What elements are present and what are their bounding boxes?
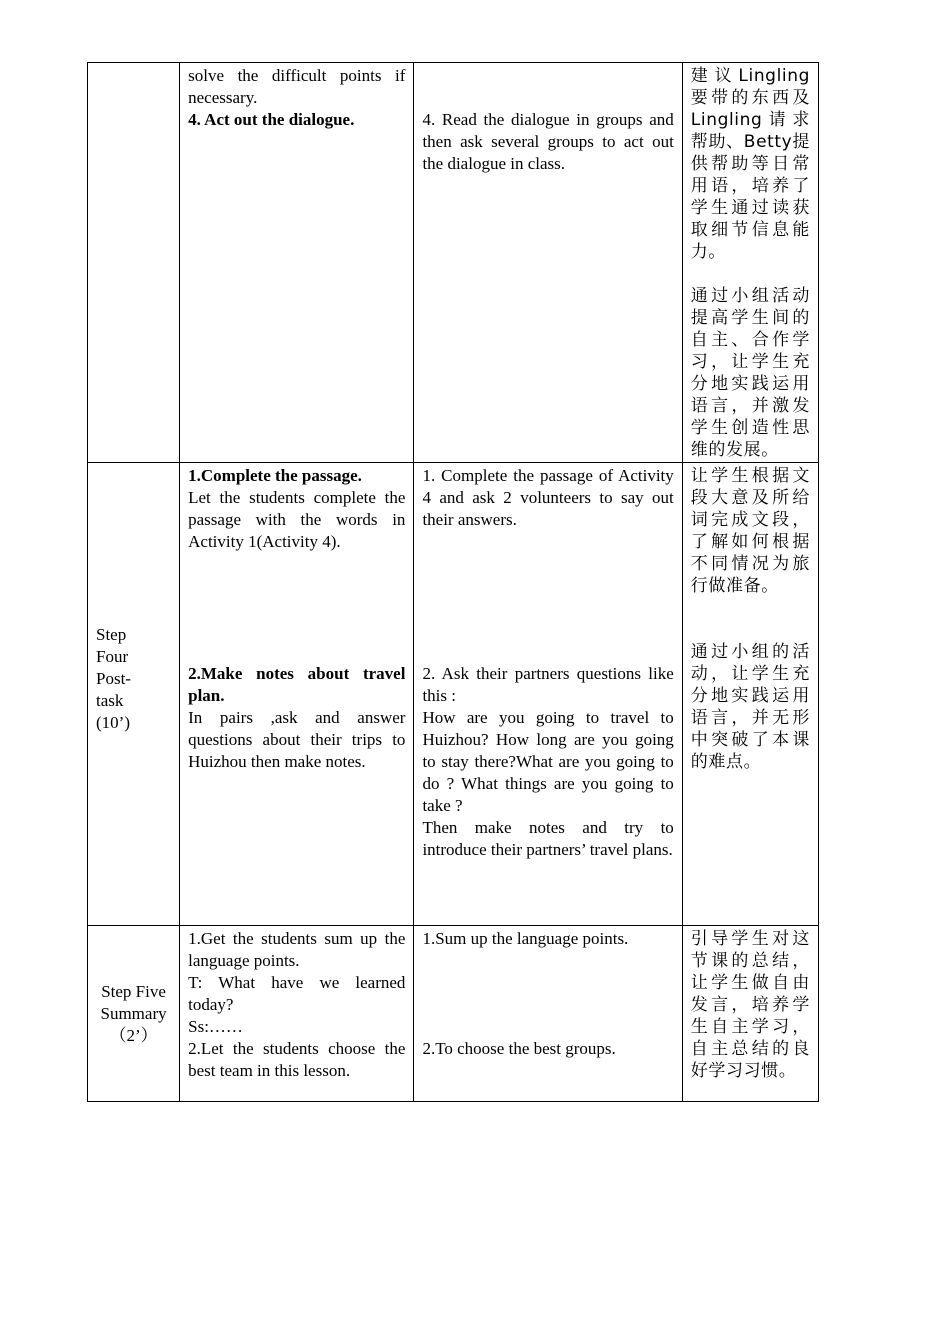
teacher-text: Ss:……	[188, 1017, 243, 1036]
student-activity-cell	[414, 926, 682, 1102]
step-cell	[88, 926, 180, 1102]
teacher-text: 2.Let the students choose the best team in this lesson.	[188, 1039, 406, 1080]
purpose-cell	[682, 926, 818, 1102]
table-row	[88, 63, 819, 463]
teacher-activity-cell	[180, 463, 414, 926]
teacher-heading: 1.Complete the passage.	[188, 466, 362, 485]
table-row	[88, 463, 819, 926]
step-label: Step Five	[101, 981, 166, 1001]
student-text: 1. Complete the passage of Activity 4 and ask 2 volunteers to say out their answers.	[422, 466, 674, 529]
purpose-text: 通过小组的活动，让学生充分地实践运用语言，并无形中突破了本课的难点。	[690, 642, 810, 772]
student-text: How are you going to travel to Huizhou? How long are you going to stay there?What are you going to do ? What things are you going to take ?	[422, 708, 674, 815]
purpose-text: 通过小组活动提高学生间的自主、合作学习，让学生充分地实践运用语言，并激发学生创造性思维的发展。	[690, 286, 810, 460]
step-label: Summary	[100, 1003, 167, 1023]
step-cell	[88, 63, 180, 463]
purpose-cell	[682, 463, 818, 926]
teacher-text: Let the students complete the passage with the words in Activity 1(Activity 4).	[188, 488, 406, 551]
step-cell	[88, 463, 180, 926]
student-text: 2. Ask their partners questions like this :	[422, 664, 674, 705]
purpose-text: 引导学生对这节课的总结，让学生做自由发言，培养学生自主学习，自主总结的良好学习习惯。	[690, 929, 810, 1081]
teacher-activity-cell	[180, 926, 414, 1102]
purpose-cell	[682, 63, 818, 463]
teacher-text: T: What have we learned today?	[188, 973, 406, 1014]
student-text: Then make notes and try to introduce their partners’ travel plans.	[422, 818, 674, 859]
step-duration: （2’）	[109, 1025, 158, 1045]
teacher-activity-cell	[180, 63, 414, 463]
purpose-text: 建议Lingling要带的东西及Lingling请求帮助、Betty提供帮助等日常用语，培养了学生通过读获取细节信息能力。	[690, 66, 810, 262]
lesson-plan-table	[87, 62, 819, 1102]
teacher-text: In pairs ,ask and answer questions about their trips to Huizhou then make notes.	[188, 708, 406, 771]
student-activity-cell	[414, 63, 682, 463]
step-label: Step Four Post-task (10’)	[96, 625, 131, 732]
student-text: 2.To choose the best groups.	[422, 1039, 616, 1058]
purpose-text: 让学生根据文段大意及所给词完成文段，了解如何根据不同情况为旅行做准备。	[690, 466, 810, 596]
student-text: 1.Sum up the language points.	[422, 929, 629, 948]
student-text: 4. Read the dialogue in groups and then ask several groups to act out the dialogue in class.	[422, 110, 674, 173]
table-row	[88, 926, 819, 1102]
student-activity-cell	[414, 463, 682, 926]
teacher-text: 1.Get the students sum up the language points.	[188, 929, 406, 970]
teacher-heading: 4. Act out the dialogue.	[188, 110, 355, 129]
teacher-heading: 2.Make notes about travel plan.	[188, 664, 406, 705]
teacher-text: solve the difficult points if necessary.	[188, 66, 406, 107]
